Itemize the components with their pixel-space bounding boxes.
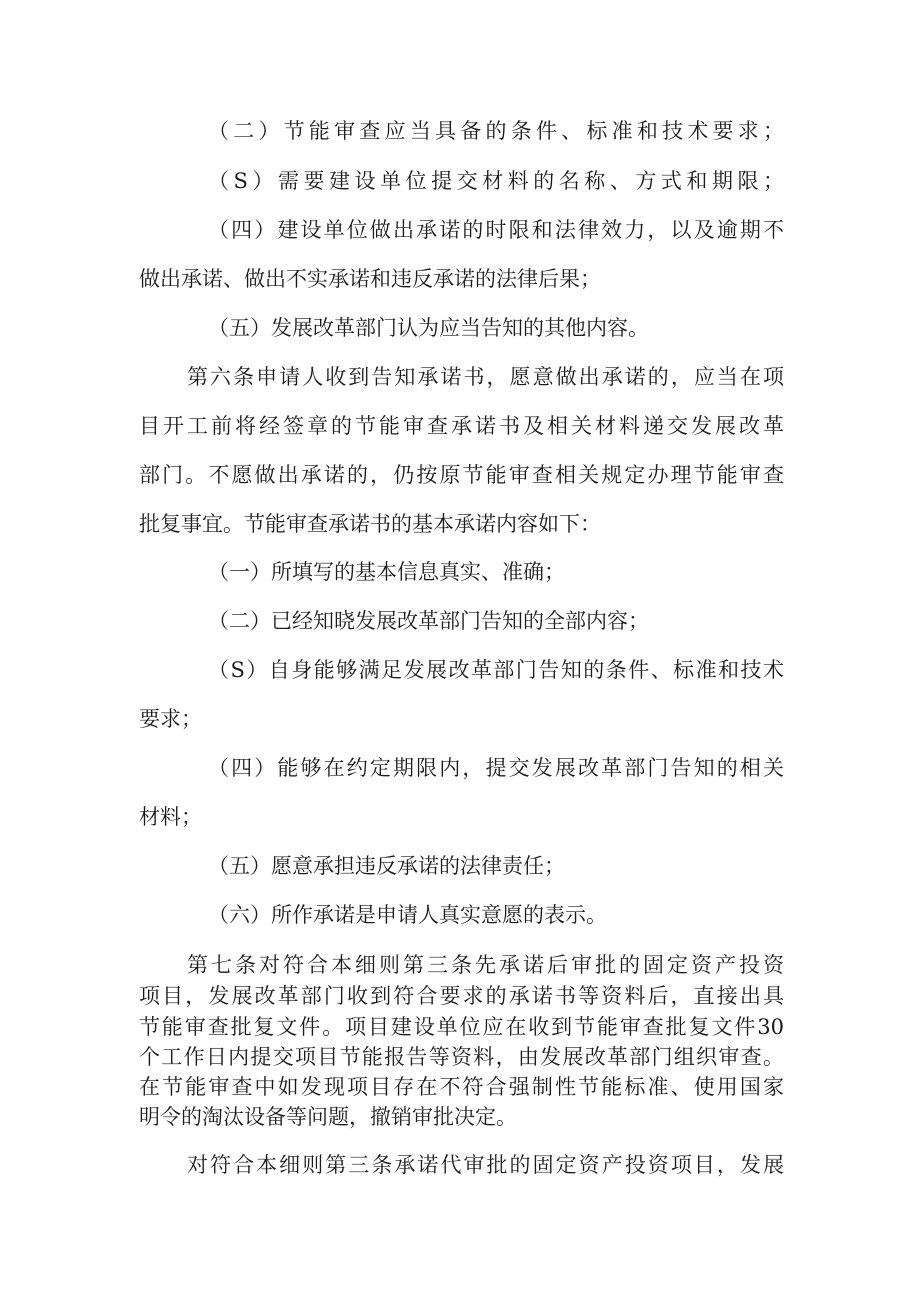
paragraph-line: （二）已经知晓发展改革部门告知的全部内容； <box>208 609 649 633</box>
paragraph-line: （六）所作承诺是申请人真实意愿的表示。 <box>208 903 607 927</box>
paragraph-line: 项目，发展改革部门收到符合要求的承诺书等资料后，直接出具 <box>139 984 784 1008</box>
paragraph-line: 批复事宜。节能审查承诺书的基本承诺内容如下： <box>139 512 601 536</box>
paragraph-line: （四）建设单位做出承诺的时限和法律效力，以及逾期不 <box>208 218 784 242</box>
paragraph-line: （五）愿意承担违反承诺的法律责任； <box>208 854 565 878</box>
paragraph-line: 做出承诺、做出不实承诺和违反承诺的法律后果； <box>139 267 601 291</box>
paragraph-line: 个工作日内提交项目节能报告等资料，由发展改革部门组织审查。 <box>139 1045 784 1069</box>
paragraph-line: 部门。不愿做出承诺的，仍按原节能审查相关规定办理节能审查 <box>139 463 784 487</box>
paragraph-line: 第七条对符合本细则第三条先承诺后审批的固定资产投资 <box>187 953 784 977</box>
paragraph-line: （四）能够在约定期限内，提交发展改革部门告知的相关 <box>208 756 784 780</box>
paragraph-line: 第六条申请人收到告知承诺书，愿意做出承诺的，应当在项 <box>187 365 784 389</box>
paragraph-line: 节能审查批复文件。项目建设单位应在收到节能审查批复文件30 <box>139 1015 784 1039</box>
paragraph-line: （一）所填写的基本信息真实、准确； <box>208 560 565 584</box>
paragraph-line: 材料； <box>139 805 202 829</box>
paragraph-line: （S）自身能够满足发展改革部门告知的条件、标准和技术 <box>208 658 784 682</box>
paragraph-line: （二）节能审查应当具备的条件、标准和技术要求； <box>208 119 784 143</box>
paragraph-line: 要求； <box>139 707 202 731</box>
paragraph-line: 目开工前将经签章的节能审查承诺书及相关材料递交发展改革 <box>139 414 784 438</box>
paragraph-line: 在节能审查中如发现项目存在不符合强制性节能标准、使用国家 <box>139 1075 784 1099</box>
paragraph-line: （S）需要建设单位提交材料的名称、方式和期限； <box>208 169 784 193</box>
paragraph-line: 明令的淘汰设备等问题，撤销审批决定。 <box>139 1105 517 1129</box>
paragraph-line: 对符合本细则第三条承诺代审批的固定资产投资项目，发展 <box>187 1153 784 1177</box>
paragraph-line: （五）发展改革部门认为应当告知的其他内容。 <box>208 316 649 340</box>
